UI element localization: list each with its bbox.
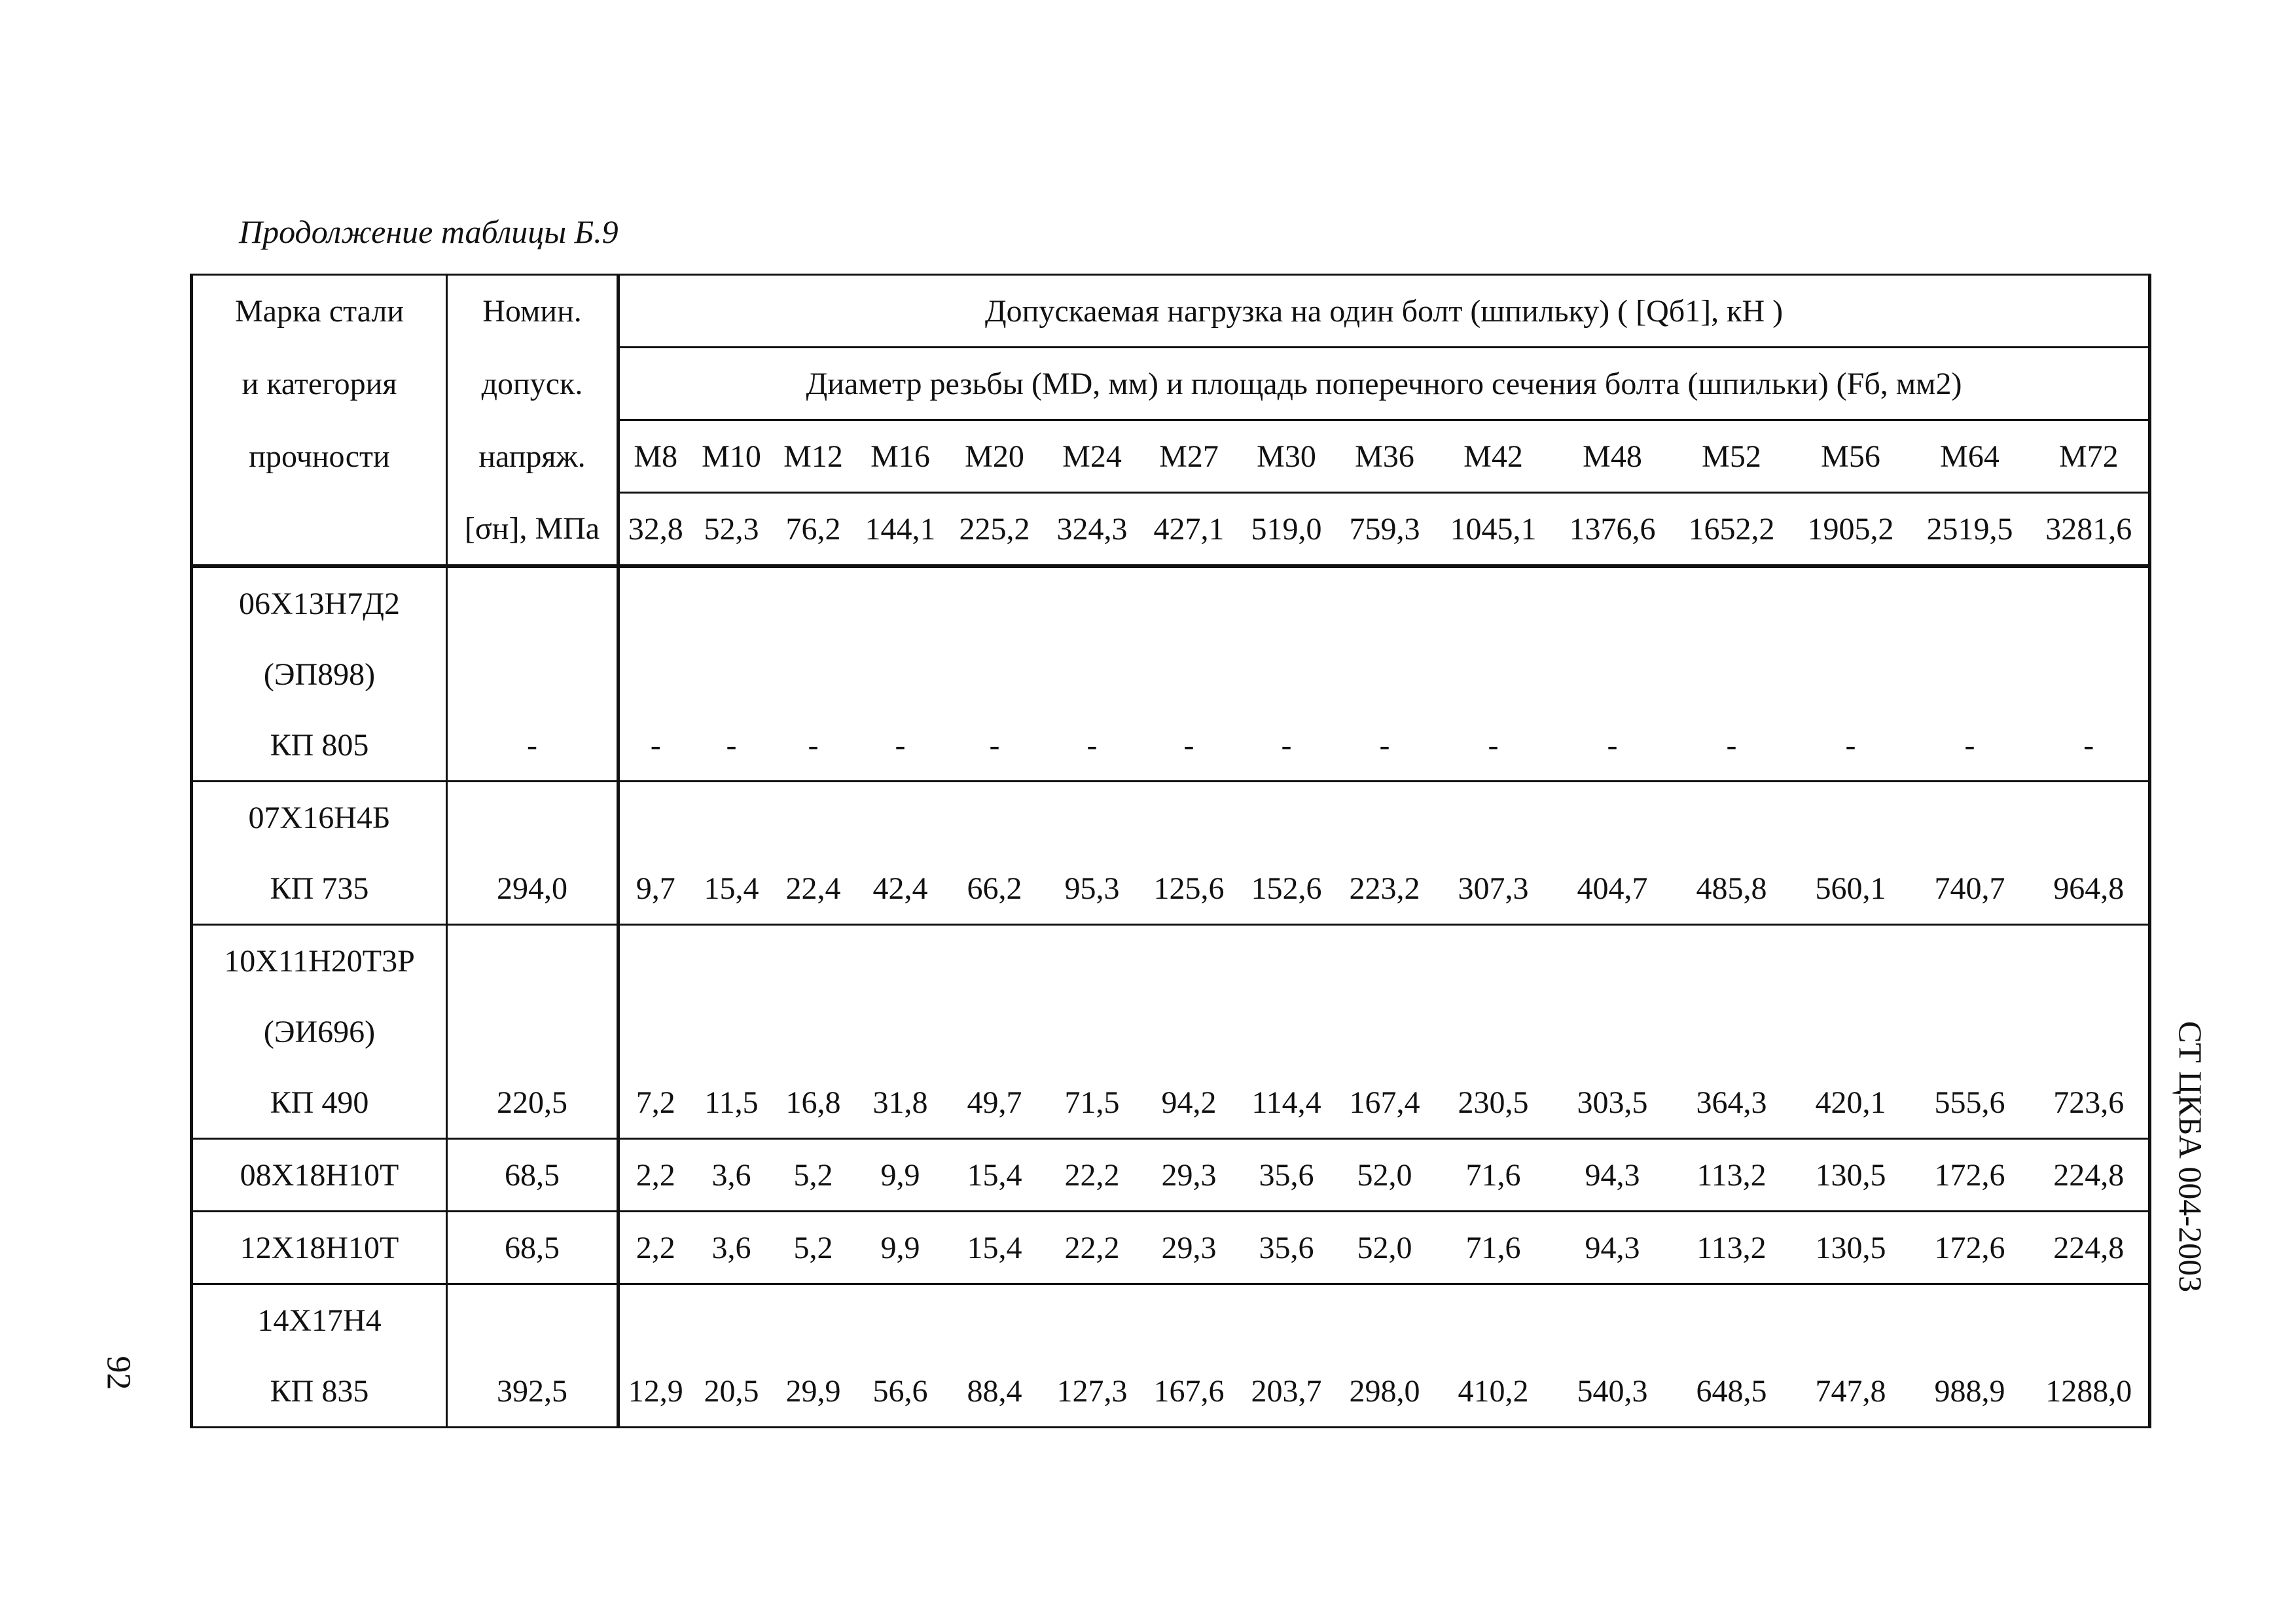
load-value-blank: [1141, 925, 1238, 997]
table-row: [192, 1067, 2150, 1139]
header-area: 52,3: [692, 493, 772, 567]
load-value-blank: [772, 566, 855, 639]
table-row: [192, 710, 2150, 782]
header-area: 519,0: [1238, 493, 1336, 567]
table-row: [192, 782, 2150, 854]
load-value-blank: [1434, 639, 1553, 710]
table-row: [192, 1212, 2150, 1284]
load-value-blank: [1791, 782, 1910, 854]
load-value-blank: [619, 1284, 692, 1356]
load-value: 223,2: [1336, 853, 1434, 925]
load-value-blank: [1553, 782, 1672, 854]
load-value-blank: [1434, 566, 1553, 639]
load-value: 404,7: [1553, 853, 1672, 925]
load-value: 22,2: [1044, 1212, 1141, 1284]
load-value-blank: [1672, 639, 1791, 710]
load-value: 29,3: [1141, 1212, 1238, 1284]
load-value-blank: [1141, 639, 1238, 710]
nominal-stress-blank: [447, 566, 619, 639]
load-value: 3,6: [692, 1212, 772, 1284]
load-value: 29,3: [1141, 1139, 1238, 1212]
load-value-blank: [1791, 925, 1910, 997]
load-value-blank: [1238, 566, 1336, 639]
load-value: 224,8: [2030, 1139, 2150, 1212]
steel-grade: КП 805: [192, 710, 447, 782]
load-value: 49,7: [946, 1067, 1044, 1139]
load-value: 127,3: [1044, 1356, 1141, 1428]
load-value-blank: [1238, 1284, 1336, 1356]
load-value: 3,6: [692, 1139, 772, 1212]
load-value-blank: [1791, 566, 1910, 639]
load-value-blank: [692, 782, 772, 854]
load-value-blank: [772, 1284, 855, 1356]
load-value: 94,3: [1553, 1139, 1672, 1212]
table-row: [192, 1284, 2150, 1356]
table-row: [192, 1356, 2150, 1428]
load-value: 71,6: [1434, 1212, 1553, 1284]
load-value: 298,0: [1336, 1356, 1434, 1428]
nominal-stress-blank: [447, 996, 619, 1067]
table-body: [192, 275, 2150, 1428]
load-value: 35,6: [1238, 1139, 1336, 1212]
load-value: 152,6: [1238, 853, 1336, 925]
document-code-text: СТ ЦКБА 004-2003: [2172, 1020, 2209, 1293]
load-value: 113,2: [1672, 1212, 1791, 1284]
load-value-blank: [1238, 996, 1336, 1067]
load-value-blank: [1672, 996, 1791, 1067]
table-row: [192, 925, 2150, 997]
load-value: 203,7: [1238, 1356, 1336, 1428]
header-area: 144,1: [855, 493, 946, 567]
load-value: -: [1044, 710, 1141, 782]
load-value-blank: [2030, 566, 2150, 639]
load-value-blank: [772, 782, 855, 854]
load-value: -: [1791, 710, 1910, 782]
load-value-blank: [2030, 996, 2150, 1067]
header-grade-blank: [192, 493, 447, 567]
steel-grade: КП 735: [192, 853, 447, 925]
load-value: 16,8: [772, 1067, 855, 1139]
header-diameter-title: Диаметр резьбы (MD, мм) и площадь поперечного сечения болта (шпильки) (Fб, мм2): [619, 348, 2150, 420]
nominal-stress-blank: [447, 782, 619, 854]
load-value-blank: [1434, 782, 1553, 854]
load-value-blank: [1791, 996, 1910, 1067]
load-value: -: [692, 710, 772, 782]
load-value-blank: [946, 996, 1044, 1067]
load-value-blank: [946, 566, 1044, 639]
load-value: 555,6: [1910, 1067, 2030, 1139]
load-value: 5,2: [772, 1212, 855, 1284]
load-value-blank: [1336, 996, 1434, 1067]
load-value: 94,3: [1553, 1212, 1672, 1284]
header-area: 427,1: [1141, 493, 1238, 567]
load-value: 113,2: [1672, 1139, 1791, 1212]
load-value: 307,3: [1434, 853, 1553, 925]
load-value-blank: [1141, 1284, 1238, 1356]
table-row: [192, 639, 2150, 710]
load-value: 747,8: [1791, 1356, 1910, 1428]
load-value-blank: [2030, 782, 2150, 854]
header-load-title: Допускаемая нагрузка на один болт (шпильку) ( [Qб1], кН ): [619, 275, 2150, 348]
load-value-blank: [1910, 782, 2030, 854]
load-value-blank: [619, 566, 692, 639]
header-diameter: М24: [1044, 420, 1141, 493]
load-value-blank: [1336, 925, 1434, 997]
header-grade-line: прочности: [192, 420, 447, 493]
table-row: [192, 996, 2150, 1067]
header-diameter: М27: [1141, 420, 1238, 493]
load-value-blank: [1141, 782, 1238, 854]
header-area: 225,2: [946, 493, 1044, 567]
header-grade-line: и категория: [192, 348, 447, 420]
load-value-blank: [1044, 782, 1141, 854]
document-code: [2168, 1013, 2214, 1301]
header-stress-line: Номин.: [447, 275, 619, 348]
header-diameter: М64: [1910, 420, 2030, 493]
steel-grade: 12Х18Н10Т: [192, 1212, 447, 1284]
header-diameter: М8: [619, 420, 692, 493]
load-value: -: [1238, 710, 1336, 782]
load-value-blank: [1553, 925, 1672, 997]
table-row: [192, 566, 2150, 639]
load-value: -: [1672, 710, 1791, 782]
load-value-blank: [1553, 639, 1672, 710]
load-value: 988,9: [1910, 1356, 2030, 1428]
load-value: 15,4: [946, 1212, 1044, 1284]
load-value: 5,2: [772, 1139, 855, 1212]
load-value: 12,9: [619, 1356, 692, 1428]
load-value: -: [1141, 710, 1238, 782]
load-value-blank: [1141, 566, 1238, 639]
load-value: 42,4: [855, 853, 946, 925]
header-diameter: М48: [1553, 420, 1672, 493]
header-stress-line: [σн], МПа: [447, 493, 619, 567]
header-area: 32,8: [619, 493, 692, 567]
steel-grade: КП 490: [192, 1067, 447, 1139]
load-value-blank: [1672, 1284, 1791, 1356]
nominal-stress: -: [447, 710, 619, 782]
load-value-blank: [1553, 566, 1672, 639]
load-value-blank: [2030, 639, 2150, 710]
load-value: 1288,0: [2030, 1356, 2150, 1428]
load-value: 31,8: [855, 1067, 946, 1139]
load-value-blank: [692, 996, 772, 1067]
load-value-blank: [619, 782, 692, 854]
header-diameter: М16: [855, 420, 946, 493]
load-value-blank: [1044, 566, 1141, 639]
load-value-blank: [1238, 782, 1336, 854]
load-value: 71,6: [1434, 1139, 1553, 1212]
load-value-blank: [946, 925, 1044, 997]
load-value-blank: [1553, 996, 1672, 1067]
load-value: 22,4: [772, 853, 855, 925]
load-value-blank: [692, 566, 772, 639]
load-value: 540,3: [1553, 1356, 1672, 1428]
load-value-blank: [2030, 925, 2150, 997]
header-area: 1905,2: [1791, 493, 1910, 567]
load-value-blank: [772, 639, 855, 710]
load-value: -: [772, 710, 855, 782]
header-grade-line: Марка стали: [192, 275, 447, 348]
load-value: 22,2: [1044, 1139, 1141, 1212]
load-value-blank: [855, 639, 946, 710]
load-value: 303,5: [1553, 1067, 1672, 1139]
load-value-blank: [1910, 566, 2030, 639]
load-value-blank: [946, 1284, 1044, 1356]
nominal-stress: 294,0: [447, 853, 619, 925]
page-number: 92: [99, 1356, 137, 1390]
load-value-blank: [946, 639, 1044, 710]
load-value: 648,5: [1672, 1356, 1791, 1428]
load-value: 52,0: [1336, 1212, 1434, 1284]
header-diameter: М42: [1434, 420, 1553, 493]
load-value-blank: [1141, 996, 1238, 1067]
load-value-blank: [855, 566, 946, 639]
load-value: 114,4: [1238, 1067, 1336, 1139]
load-value: -: [1910, 710, 2030, 782]
load-value: 7,2: [619, 1067, 692, 1139]
load-value-blank: [2030, 1284, 2150, 1356]
load-value-blank: [1336, 639, 1434, 710]
load-value: 224,8: [2030, 1212, 2150, 1284]
steel-grade: 10Х11Н20Т3Р: [192, 925, 447, 997]
load-value: 485,8: [1672, 853, 1791, 925]
load-value-blank: [1044, 639, 1141, 710]
load-value-blank: [1336, 566, 1434, 639]
load-value: 740,7: [1910, 853, 2030, 925]
load-value: 2,2: [619, 1139, 692, 1212]
nominal-stress: 68,5: [447, 1139, 619, 1212]
load-value: 410,2: [1434, 1356, 1553, 1428]
load-value-blank: [692, 925, 772, 997]
load-value: 125,6: [1141, 853, 1238, 925]
load-value-blank: [619, 996, 692, 1067]
load-value: 9,9: [855, 1139, 946, 1212]
load-value: 94,2: [1141, 1067, 1238, 1139]
load-value-blank: [1672, 782, 1791, 854]
load-value: 723,6: [2030, 1067, 2150, 1139]
load-value: 29,9: [772, 1356, 855, 1428]
load-value: 20,5: [692, 1356, 772, 1428]
load-value-blank: [1791, 639, 1910, 710]
steel-grade: (ЭИ696): [192, 996, 447, 1067]
load-value-blank: [692, 639, 772, 710]
load-value-blank: [1910, 996, 2030, 1067]
load-value-blank: [855, 1284, 946, 1356]
load-value-blank: [772, 925, 855, 997]
load-value-blank: [1553, 1284, 1672, 1356]
header-diameter: М56: [1791, 420, 1910, 493]
steel-grade: (ЭП898): [192, 639, 447, 710]
load-value: 56,6: [855, 1356, 946, 1428]
load-value: 66,2: [946, 853, 1044, 925]
load-value: 9,9: [855, 1212, 946, 1284]
load-value: 964,8: [2030, 853, 2150, 925]
header-diameter: М30: [1238, 420, 1336, 493]
header-diameter: М72: [2030, 420, 2150, 493]
load-value: 167,4: [1336, 1067, 1434, 1139]
load-value: 71,5: [1044, 1067, 1141, 1139]
nominal-stress: 220,5: [447, 1067, 619, 1139]
load-value-blank: [1238, 925, 1336, 997]
load-value: 364,3: [1672, 1067, 1791, 1139]
load-value: 130,5: [1791, 1139, 1910, 1212]
load-value-blank: [1044, 1284, 1141, 1356]
load-value: -: [1553, 710, 1672, 782]
header-diameter: М10: [692, 420, 772, 493]
load-value: -: [619, 710, 692, 782]
load-value-blank: [619, 925, 692, 997]
steel-grade: 06Х13Н7Д2: [192, 566, 447, 639]
load-value-blank: [1336, 782, 1434, 854]
load-value: 167,6: [1141, 1356, 1238, 1428]
steel-grade: 08Х18Н10Т: [192, 1139, 447, 1212]
header-area: 1376,6: [1553, 493, 1672, 567]
header-diameter: М20: [946, 420, 1044, 493]
load-value: 560,1: [1791, 853, 1910, 925]
nominal-stress-blank: [447, 925, 619, 997]
load-value-blank: [692, 1284, 772, 1356]
header-area: 76,2: [772, 493, 855, 567]
load-value-blank: [619, 639, 692, 710]
load-value-blank: [1044, 925, 1141, 997]
load-value-blank: [855, 925, 946, 997]
load-value: 420,1: [1791, 1067, 1910, 1139]
header-diameter: М36: [1336, 420, 1434, 493]
load-value: 11,5: [692, 1067, 772, 1139]
steel-grade: 07Х16Н4Б: [192, 782, 447, 854]
nominal-stress-blank: [447, 639, 619, 710]
table-caption: Продолжение таблицы Б.9: [239, 213, 619, 250]
header-area: 1652,2: [1672, 493, 1791, 567]
load-value: 172,6: [1910, 1212, 2030, 1284]
load-value: -: [1434, 710, 1553, 782]
load-value-blank: [1910, 925, 2030, 997]
load-value-blank: [1910, 1284, 2030, 1356]
load-value: 15,4: [946, 1139, 1044, 1212]
load-value: 230,5: [1434, 1067, 1553, 1139]
load-value: -: [855, 710, 946, 782]
load-value: 15,4: [692, 853, 772, 925]
header-stress-line: допуск.: [447, 348, 619, 420]
steel-grade: 14Х17Н4: [192, 1284, 447, 1356]
nominal-stress: 68,5: [447, 1212, 619, 1284]
load-value-blank: [855, 996, 946, 1067]
load-value-blank: [1791, 1284, 1910, 1356]
load-table: [190, 274, 2151, 1428]
table-row: [192, 853, 2150, 925]
load-value: 130,5: [1791, 1212, 1910, 1284]
nominal-stress-blank: [447, 1284, 619, 1356]
header-diameter: М52: [1672, 420, 1791, 493]
load-value: -: [1336, 710, 1434, 782]
header-area: 759,3: [1336, 493, 1434, 567]
header-diameter: М12: [772, 420, 855, 493]
table-row: [192, 1139, 2150, 1212]
load-value: 172,6: [1910, 1139, 2030, 1212]
nominal-stress: 392,5: [447, 1356, 619, 1428]
load-value-blank: [1910, 639, 2030, 710]
header-area: 2519,5: [1910, 493, 2030, 567]
load-value-blank: [1434, 1284, 1553, 1356]
load-value-blank: [1238, 639, 1336, 710]
load-value-blank: [946, 782, 1044, 854]
load-value-blank: [1434, 996, 1553, 1067]
load-value-blank: [1672, 925, 1791, 997]
load-value: -: [2030, 710, 2150, 782]
load-value: 2,2: [619, 1212, 692, 1284]
header-area: 324,3: [1044, 493, 1141, 567]
header-area: 1045,1: [1434, 493, 1553, 567]
load-value: 52,0: [1336, 1139, 1434, 1212]
load-value-blank: [1044, 996, 1141, 1067]
load-value-blank: [1336, 1284, 1434, 1356]
header-area: 3281,6: [2030, 493, 2150, 567]
load-value-blank: [772, 996, 855, 1067]
load-value-blank: [855, 782, 946, 854]
load-value: 95,3: [1044, 853, 1141, 925]
load-value: 9,7: [619, 853, 692, 925]
load-value-blank: [1434, 925, 1553, 997]
load-value: 88,4: [946, 1356, 1044, 1428]
header-stress-line: напряж.: [447, 420, 619, 493]
steel-grade: КП 835: [192, 1356, 447, 1428]
load-value: 35,6: [1238, 1212, 1336, 1284]
load-value-blank: [1672, 566, 1791, 639]
load-value: -: [946, 710, 1044, 782]
